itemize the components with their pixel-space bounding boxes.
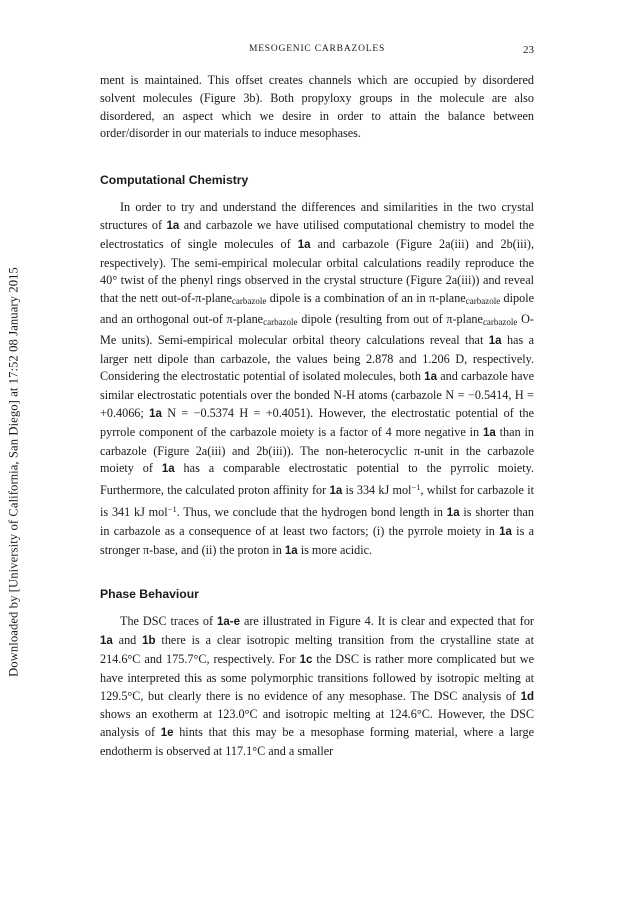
compound-label: 1a [161, 463, 175, 476]
text-run: has a larger nett dipole than carbazole, the values being 2.878 and 1.206 D, respectively. Considering the electrostatic potential of isolated molecules, both [100, 332, 535, 384]
subscript: carbazole [263, 316, 298, 327]
text-run: the DSC is rather more complicated but we have interpreted this as some polymorphic transitions followed by isotropic melting at 129.5°C, but clearly there is no evidence of any mesophase. The DSC analysis of [100, 651, 534, 703]
superscript: −1 [411, 482, 421, 493]
text-run: and carbazole (Figure 2a(iii) and 2b(iii), respectively). The semi-empirical molecular orbital calculations readily reproduce the 40° twist of the phenyl rings observed in the crystal structure (Figure 2a(iii)) and reveal that the nett out-of-π-plane [100, 236, 534, 306]
running-title: MESOGENIC CARBAZOLES [248, 44, 386, 54]
compound-label: 1a [149, 407, 162, 420]
text-run: , whilst for carbazole it is 341 kJ mol [100, 483, 534, 519]
text-run: are illustrated in Figure 4. It is clear and expected that for [240, 614, 534, 629]
compound-label: 1a [483, 426, 496, 439]
compound-label: 1e [160, 727, 174, 740]
text-run: has a comparable electrostatic potential to the pyrrolic moiety. Furthermore, the calculated proton affinity for [100, 461, 534, 498]
text-run: dipole (resulting from out of π-plane [297, 311, 483, 326]
compound-label: 1a [284, 544, 298, 557]
compound-label: 1b [142, 635, 156, 648]
subscript: carbazole [482, 316, 518, 327]
text-run: and carbazole we have utilised computational chemistry to model the electrostatics of single molecules of [100, 217, 534, 251]
article-body [100, 72, 534, 761]
text-run: shows an exotherm at 123.0°C and isotropic melting at 124.6°C. However, the DSC analysis of [100, 707, 534, 740]
compound-label: 1a [446, 506, 460, 519]
text-run: In order to try and understand the differences and similarities in the two crystal structures of [100, 200, 534, 232]
compound-label: 1a [297, 238, 311, 251]
computational-chemistry-paragraph [100, 199, 534, 560]
compound-label: 1a [100, 635, 113, 648]
subscript: carbazole [465, 296, 501, 307]
text-run: The DSC traces of [120, 614, 217, 629]
compound-label: 1d [520, 690, 534, 703]
text-run: and [112, 633, 143, 648]
download-note-text: Downloaded by [University of California, San Diego] at 17:52 08 January 2015 [6, 267, 21, 677]
subscript: carbazole [231, 296, 267, 307]
text-run: there is a clear isotropic melting transition from the crystalline state at 214.6°C and 175.7°C, respectively. For [100, 633, 534, 666]
superscript: −1 [167, 503, 177, 514]
text-run: is 334 kJ mol [342, 483, 412, 498]
page-number: 23 [523, 44, 534, 56]
text-run: O-Me units). Semi-empirical molecular orbital theory calculations reveal that [100, 311, 534, 347]
download-watermark [2, 245, 26, 700]
text-run: dipole and an orthogonal out-of π-plane [100, 291, 534, 326]
text-run: is more acidic. [297, 542, 373, 557]
text-run: and carbazole have similar electrostatic potentials over the bonded N-H atoms (carbazole N = −0.5414, H = +0.4066; [100, 369, 534, 420]
section-heading-phase-behaviour: Phase Behaviour [100, 587, 199, 602]
compound-label: 1a [166, 219, 180, 232]
compound-label: 1a [488, 334, 502, 347]
text-run: N = −0.5374 H = +0.4051). However, the electrostatic potential of the pyrrole component of the carbazole moiety is a factor of 4 more negative in [100, 405, 534, 439]
running-header [100, 44, 534, 60]
compound-label: 1a [424, 371, 437, 384]
text-run: dipole is a combination of an in π-plane [266, 291, 466, 306]
text-run: . Thus, we conclude that the hydrogen bond length in [176, 504, 447, 519]
compound-label: 1a [499, 525, 512, 538]
compound-label: 1a-e [216, 616, 241, 629]
text-run: is shorter than in carbazole as a consequence of at least two factors; (i) the pyrrole moiety in [100, 504, 534, 538]
compound-label: 1a [329, 485, 343, 498]
section-heading-computational-chemistry: Computational Chemistry [100, 173, 249, 188]
compound-label: 1c [299, 653, 313, 666]
text-run: is a stronger π-base, and (ii) the proton in [100, 523, 534, 557]
text-run: than in carbazole (Figure 2a(iii) and 2b(iii)). The non-heterocyclic π-unit in the carbazole moiety of [100, 424, 535, 476]
continued-paragraph: ment is maintained. This offset creates channels which are occupied by disordered solvent molecules (Figure 3b). Both propyloxy groups in the molecule are also disordered, an aspect which we desire in order to attain the balance between order/disorder in our materials to induce mesophases. [100, 73, 534, 141]
text-run: hints that this may be a mesophase forming material, where a large endotherm is observed at 117.1°C and a smaller [100, 725, 535, 758]
phase-behaviour-paragraph [100, 613, 534, 760]
